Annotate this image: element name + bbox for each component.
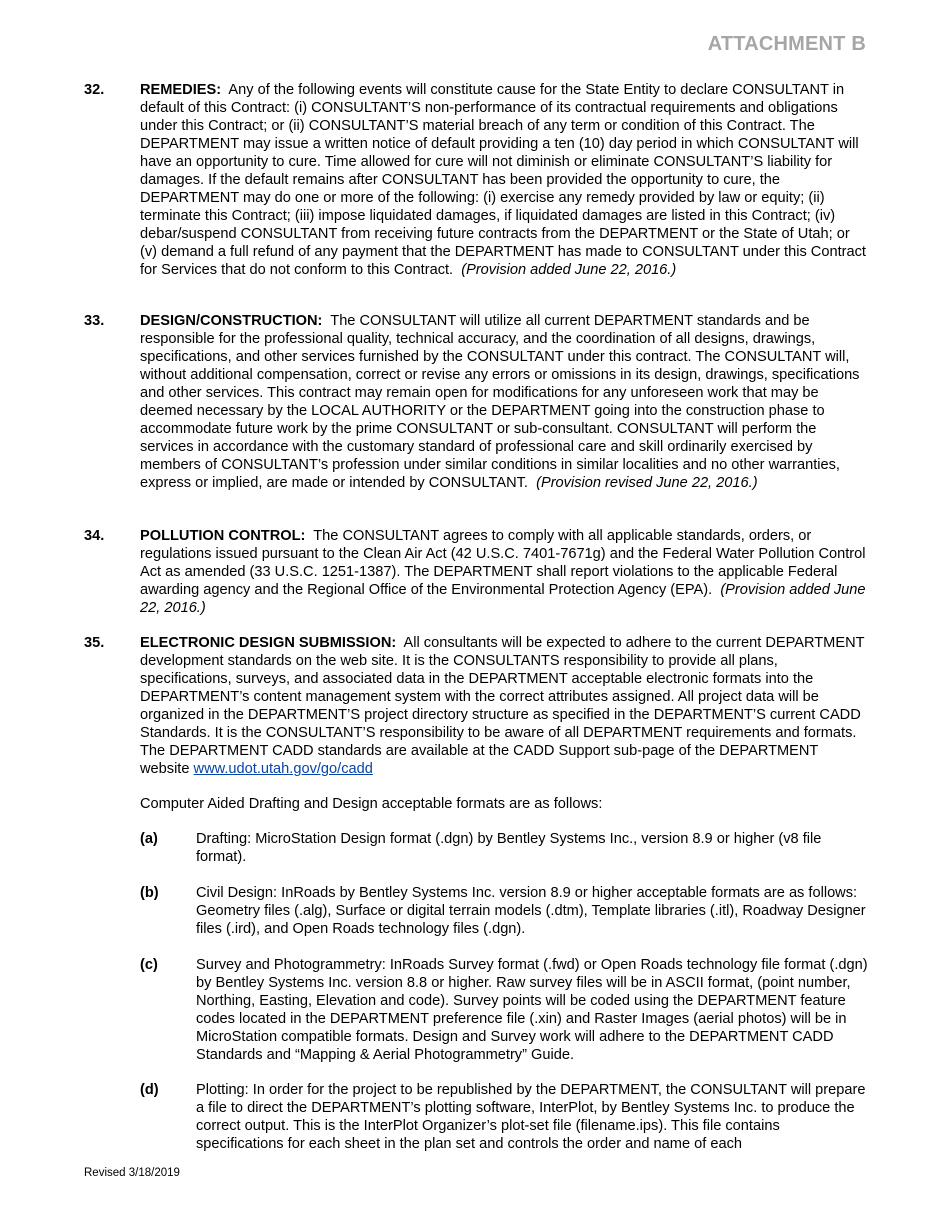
subitem-c bbox=[140, 956, 870, 1064]
revision-footer: Revised 3/18/2019 bbox=[84, 1167, 180, 1179]
attachment-label: ATTACHMENT B bbox=[707, 33, 866, 55]
section-title: REMEDIES: bbox=[140, 82, 222, 98]
subitem-text: Civil Design: InRoads by Bentley Systems Inc. version 8.9 or higher acceptable formats are as follows: Geometry files (.alg), Surface or digital terrain models (.dtm), Template libraries (.itl), Roadway Designer files (.ird), and Open Roads technology files (.dgn). bbox=[196, 885, 866, 937]
provision-note: (Provision added June 22, 2016.) bbox=[461, 262, 677, 278]
subitem-letter: (a) bbox=[140, 831, 158, 847]
section-text: The CONSULTANT agrees to comply with all applicable standards, orders, or regulations issued pursuant to the Clean Air Act (42 U.S.C. 7401-7671g) and the Federal Water Pollution Control Act as amended (33 U.S.C. 1251-1387). The DEPARTMENT shall report violations to the applicable Federal awarding agency and the Regional Office of the Environmental Protection Agency (EPA). bbox=[140, 528, 866, 598]
subitem-text: Survey and Photogrammetry: InRoads Survey format (.fwd) or Open Roads technology file format (.dgn) by Bentley Systems Inc. version 8.8 or higher. Raw survey files will be in ASCII format, (point number, Northing, Easting, Elevation and code). Survey points will be coded using the DEPARTMENT feature codes located in the DEPARTMENT preference file (.xin) and Raster Images (aerial photos) will be in MicroStation compatible formats. Design and Survey work will adhere to the DEPARTMENT CADD Standards and “Mapping & Aerial Photogrammetry” Guide. bbox=[196, 957, 868, 1063]
section-number: 32. bbox=[84, 82, 105, 98]
section-body bbox=[140, 81, 870, 279]
provision-note: (Provision revised June 22, 2016.) bbox=[536, 475, 758, 491]
section-32 bbox=[84, 81, 870, 279]
subitem-text: Plotting: In order for the project to be republished by the DEPARTMENT, the CONSULTANT will prepare a file to direct the DEPARTMENT’s plotting software, InterPlot, by Bentley Systems Inc. to produce the correct output. This is the InterPlot Organizer’s plot-set file (filename.ips). This file contains specifications for each sheet in the plan set and controls the order and name of each bbox=[196, 1082, 866, 1152]
subitem-d bbox=[140, 1081, 870, 1153]
formats-intro: Computer Aided Drafting and Design acceptable formats are as follows: bbox=[140, 796, 603, 812]
provision-note: (Provision added June 22, 2016.) bbox=[140, 582, 866, 616]
section-33 bbox=[84, 312, 870, 492]
section-number: 33. bbox=[84, 313, 105, 329]
section-text: The CONSULTANT will utilize all current DEPARTMENT standards and be responsible for the professional quality, technical accuracy, and the coordination of all designs, drawings, specifications, and other services furnished by the CONSULTANT under this contract. The CONSULTANT will, without additional compensation, correct or revise any errors or omissions in its design, drawings, specifications and other services. This contract may remain open for modifications for any unforeseen work that may be deemed necessary by the LOCAL AUTHORITY or the DEPARTMENT going into the construction phase to accommodate future work by the prime CONSULTANT or sub-consultant. CONSULTANT will perform the services in accordance with the customary standard of professional care and skill ordinarily exercised by members of CONSULTANT’s profession under similar conditions in similar localities and no other warranties, express or implied, are made or intended by CONSULTANT. bbox=[140, 313, 860, 491]
section-title: ELECTRONIC DESIGN SUBMISSION: bbox=[140, 635, 397, 651]
section-number: 35. bbox=[84, 635, 105, 651]
section-text: Any of the following events will constitute cause for the State Entity to declare CONSULTANT in default of this Contract: (i) CONSULTANT’S non-performance of its contractual requirements and obligations under this Contract; or (ii) CONSULTANT’S material breach of any term or condition of this Contract. The DEPARTMENT may issue a written notice of default providing a ten (10) day period in which CONSULTANT will have an opportunity to cure. Time allowed for cure will not diminish or eliminate CONSULTANT’S liability for damages. If the default remains after CONSULTANT has been provided the opportunity to cure, the DEPARTMENT may do one or more of the following: (i) exercise any remedy provided by law or equity; (ii) terminate this Contract; (iii) impose liquidated damages, if liquidated damages are listed in this Contract; (iv) debar/suspend CONSULTANT from receiving future contracts from the DEPARTMENT or the State of Utah; or (v) demand a full refund of any payment that the DEPARTMENT has made to CONSULTANT under this Contract for Services that do not conform to this Contract. bbox=[140, 82, 866, 278]
section-title: POLLUTION CONTROL: bbox=[140, 528, 306, 544]
section-body bbox=[140, 312, 870, 492]
section-35 bbox=[84, 634, 870, 778]
subitem-b bbox=[140, 884, 870, 938]
subitem-letter: (d) bbox=[140, 1082, 159, 1098]
subitem-letter: (c) bbox=[140, 957, 158, 973]
section-text: All consultants will be expected to adhere to the current DEPARTMENT development standards on the web site. It is the CONSULTANTS responsibility to provide all plans, specifications, surveys, and associated data in the DEPARTMENT acceptable electronic formats into the DEPARTMENT’s content management system with the correct attributes assigned. All project data will be organized in the DEPARTMENT’S project directory structure as specified in the DEPARTMENT’S current CADD Standards. It is the CONSULTANT’S responsibility to be aware of all DEPARTMENT requirements and formats. The DEPARTMENT CADD standards are available at the CADD Support sub-page of the DEPARTMENT website bbox=[140, 635, 865, 777]
cadd-website-link[interactable]: www.udot.utah.gov/go/cadd bbox=[193, 761, 373, 777]
section-number: 34. bbox=[84, 528, 105, 544]
section-34 bbox=[84, 527, 870, 617]
section-body bbox=[140, 634, 870, 778]
subitem-text: Drafting: MicroStation Design format (.dgn) by Bentley Systems Inc., version 8.9 or higher (v8 file format). bbox=[196, 831, 822, 865]
section-title: DESIGN/CONSTRUCTION: bbox=[140, 313, 323, 329]
subitem-letter: (b) bbox=[140, 885, 159, 901]
subitem-a bbox=[140, 830, 870, 866]
section-body bbox=[140, 527, 870, 617]
